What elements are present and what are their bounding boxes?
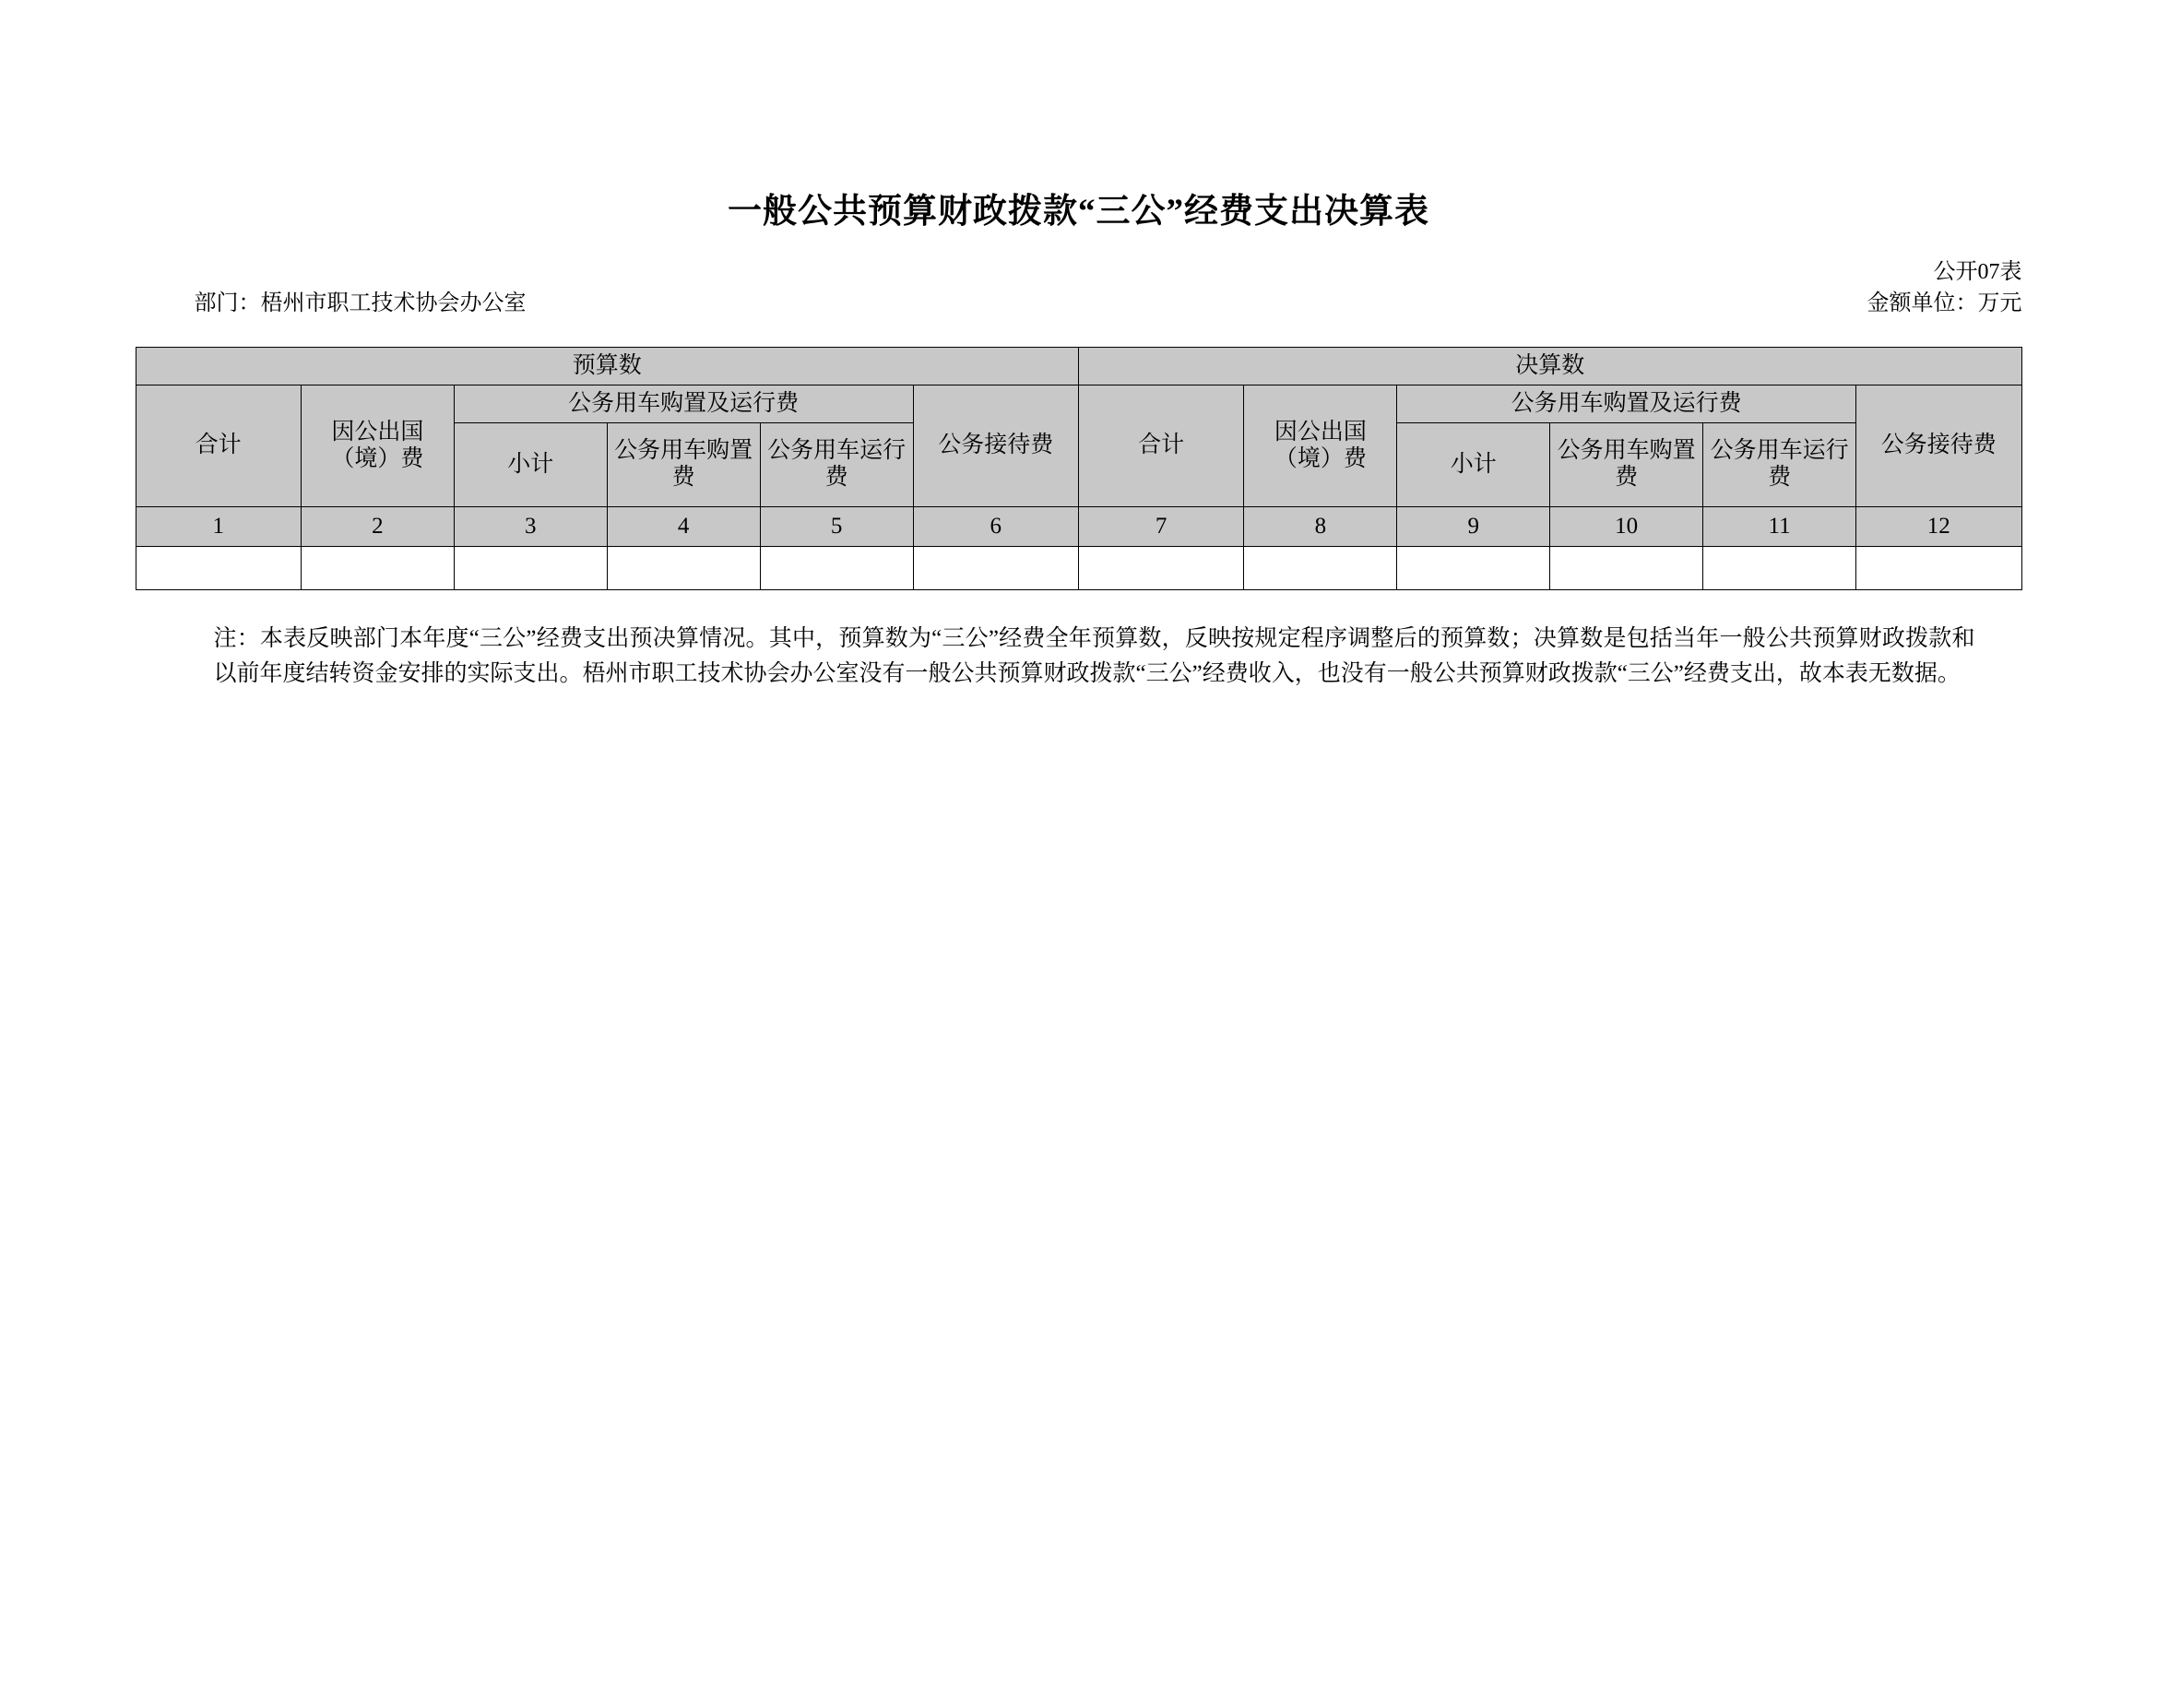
col-budget-vehicle-group: 公务用车购置及运行费 — [454, 385, 913, 423]
col-final-vehicle-subtotal: 小计 — [1397, 423, 1550, 507]
table-subheader-row-1 — [136, 385, 2021, 423]
cell-5 — [760, 547, 913, 590]
col-budget-vehicle-purchase: 公务用车购置费 — [607, 423, 760, 507]
cell-3 — [454, 547, 607, 590]
meta-header — [136, 232, 2022, 315]
col-number-1: 1 — [136, 507, 301, 547]
cell-4 — [607, 547, 760, 590]
cell-8 — [1244, 547, 1397, 590]
col-final-vehicle-group: 公务用车购置及运行费 — [1397, 385, 1856, 423]
cell-7 — [1078, 547, 1243, 590]
col-final-vehicle-operation: 公务用车运行费 — [1703, 423, 1856, 507]
cell-9 — [1397, 547, 1550, 590]
col-final-vehicle-purchase: 公务用车购置费 — [1550, 423, 1703, 507]
form-number: 公开07表 — [1933, 260, 2022, 284]
document-page — [0, 183, 2157, 1708]
col-number-7: 7 — [1078, 507, 1243, 547]
cell-2 — [301, 547, 454, 590]
col-number-8: 8 — [1244, 507, 1397, 547]
col-budget-vehicle-operation: 公务用车运行费 — [760, 423, 913, 507]
table-row — [136, 547, 2021, 590]
table-group-header-row — [136, 348, 2021, 385]
col-number-5: 5 — [760, 507, 913, 547]
col-number-6: 6 — [913, 507, 1078, 547]
col-number-2: 2 — [301, 507, 454, 547]
cell-6 — [913, 547, 1078, 590]
three-public-expense-table — [136, 347, 2022, 590]
table-note — [183, 622, 1975, 691]
col-number-12: 12 — [1856, 507, 2021, 547]
col-final-hospitality: 公务接待费 — [1856, 385, 2021, 507]
col-budget-vehicle-subtotal: 小计 — [454, 423, 607, 507]
amount-unit-label: 金额单位：万元 — [1867, 291, 2022, 315]
page-title: 一般公共预算财政拨款“三公”经费支出决算表 — [728, 193, 1429, 231]
group-header-budget: 预算数 — [136, 348, 1078, 385]
cell-1 — [136, 547, 301, 590]
department-label: 部门：梧州市职工技术协会办公室 — [194, 291, 527, 315]
cell-10 — [1550, 547, 1703, 590]
col-final-abroad: 因公出国（境）费 — [1244, 385, 1397, 507]
col-budget-total: 合计 — [136, 385, 301, 507]
col-budget-hospitality: 公务接待费 — [913, 385, 1078, 507]
table-column-number-row — [136, 507, 2021, 547]
col-number-3: 3 — [454, 507, 607, 547]
group-header-final: 决算数 — [1078, 348, 2021, 385]
cell-12 — [1856, 547, 2021, 590]
col-number-11: 11 — [1703, 507, 1856, 547]
cell-11 — [1703, 547, 1856, 590]
table-note-text: 注：本表反映部门本年度“三公”经费支出预决算情况。其中，预算数为“三公”经费全年预算数，反映按规定程序调整后的预算数；决算数是包括当年一般公共预算财政拨款和以前年度结转资金安排的实际支出。梧州市职工技术协会办公室没有一般公共预算财政拨款“三公”经费收入，也没有一般公共预算财政拨款“三公”经费支出，故本表无数据。 — [213, 626, 1975, 686]
col-number-4: 4 — [607, 507, 760, 547]
col-number-10: 10 — [1550, 507, 1703, 547]
col-number-9: 9 — [1397, 507, 1550, 547]
col-final-total: 合计 — [1078, 385, 1243, 507]
col-budget-abroad: 因公出国（境）费 — [301, 385, 454, 507]
